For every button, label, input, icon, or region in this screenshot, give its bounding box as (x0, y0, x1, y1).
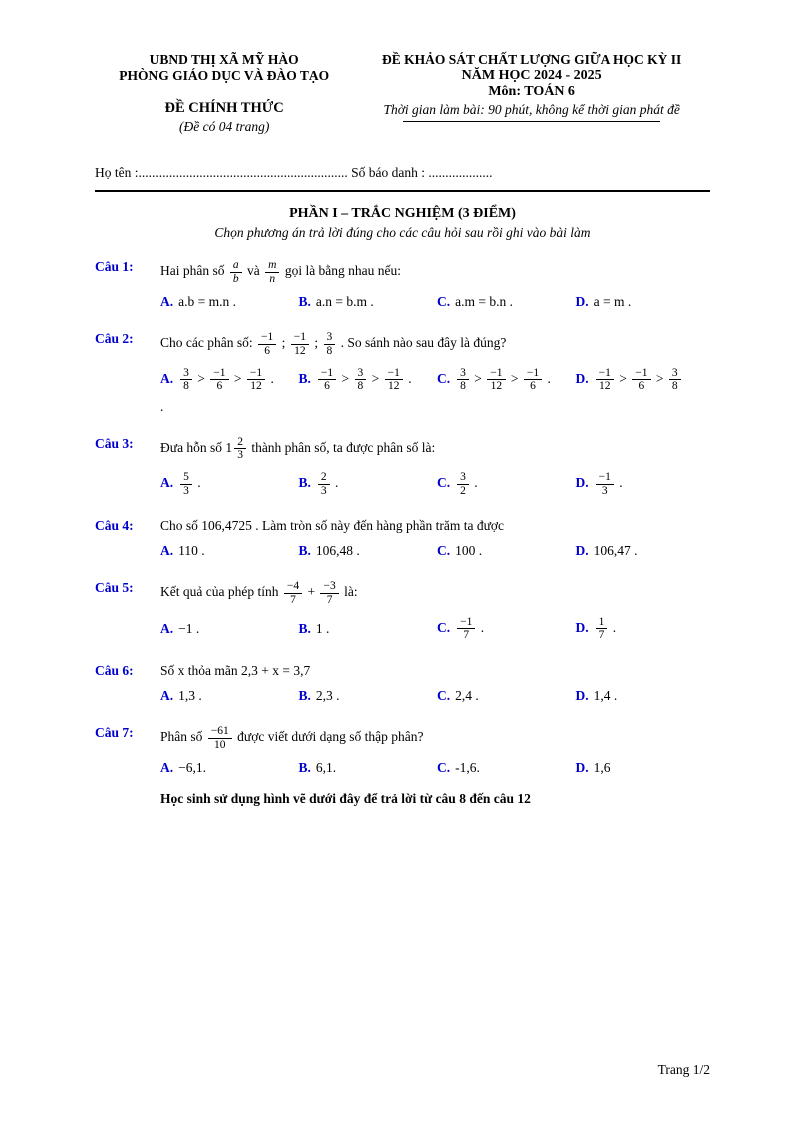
question-label: Câu 2: (95, 331, 134, 347)
org-line-1: UBND THỊ XÃ MỸ HÀO (149, 52, 299, 67)
options-row (160, 471, 710, 497)
fraction (180, 471, 192, 497)
exam-title: ĐỀ KHẢO SÁT CHẤT LƯỢNG GIỮA HỌC KỲ II (381, 52, 682, 67)
option-letter: A. (160, 687, 174, 703)
question-stem: Cho các phân số: $\frac{-1}{6}$ ; $\frac{-1}{12}$ ; $\frac{3}{8}$ . So sánh nào sau đây là đúng? (160, 331, 507, 357)
option-A (160, 367, 295, 393)
fraction-denominator: 3 (320, 484, 327, 497)
fraction-numerator: −1 (247, 367, 265, 381)
option-letter: D. (575, 370, 589, 386)
option-letter: B. (298, 370, 311, 386)
header-right-block (353, 52, 710, 135)
option-text: 110 . (178, 543, 205, 559)
fraction-numerator: 2 (318, 471, 330, 485)
fraction (669, 367, 681, 393)
option-D (576, 471, 711, 497)
page-header (95, 52, 710, 135)
fraction (632, 367, 650, 393)
fraction (324, 331, 336, 357)
question-stem: Kết quả của phép tính $\frac{-4}{7}$ + $\frac{-3}{7}$ là: (160, 580, 358, 607)
option-text: 1,4 . (593, 687, 618, 703)
fraction-numerator: a (230, 259, 242, 273)
page-number: Trang 1/2 (657, 1062, 710, 1077)
question-stem: Cho số 106,4725 . Làm tròn số này đến hàng phần trăm ta được (160, 518, 505, 534)
question-extra: . (160, 398, 164, 414)
option-D (576, 294, 711, 310)
option-B (299, 543, 434, 559)
fraction-numerator: −1 (487, 367, 505, 381)
question-6 (95, 663, 710, 704)
question-row (95, 580, 710, 606)
fraction-numerator: 3 (457, 471, 469, 485)
option-letter: C. (437, 687, 451, 703)
fraction-denominator: 12 (388, 380, 400, 393)
options-row (160, 760, 710, 776)
question-row (95, 518, 710, 534)
fraction (210, 367, 228, 393)
fraction-denominator: 6 (324, 380, 330, 393)
question-stem: Phân số $\frac{-61}{10}$ được viết dưới dạng số thập phân? (160, 724, 424, 751)
options-row (160, 688, 710, 704)
option-text: $\frac{-1}{6}$ > $\frac{3}{8}$ > $\frac{-1}{12}$ . (316, 371, 412, 386)
option-C (437, 367, 572, 393)
fraction (524, 367, 542, 393)
option-C (437, 760, 572, 776)
question-stem: Hai phân số $\frac{a}{b}$ và $\frac{m}{n}$ gọi là bằng nhau nếu: (160, 259, 402, 285)
option-letter: C. (437, 760, 451, 776)
fraction-denominator: 7 (598, 629, 605, 642)
option-D (576, 688, 711, 704)
option-C (437, 616, 572, 642)
fraction (320, 580, 338, 606)
fraction-numerator: 3 (324, 331, 336, 345)
fraction-numerator: 3 (355, 367, 367, 381)
question-label: Câu 6: (95, 662, 134, 678)
org-line-2: PHÒNG GIÁO DỤC VÀ ĐÀO TẠO (119, 68, 330, 83)
question-row (95, 331, 710, 357)
option-letter: B. (298, 543, 311, 559)
fraction (291, 331, 309, 357)
question-label: Câu 3: (95, 435, 134, 451)
options-row (160, 294, 710, 310)
fraction-denominator: 7 (463, 629, 470, 642)
option-letter: A. (160, 543, 174, 559)
option-text: a.n = b.m . (315, 294, 374, 310)
option-letter: D. (575, 543, 589, 559)
option-text: 1 . (315, 620, 330, 636)
fraction (318, 367, 336, 393)
fraction-denominator: 8 (460, 380, 466, 393)
option-text: 1,6 (593, 760, 611, 776)
option-letter: C. (437, 475, 451, 491)
fraction (355, 367, 367, 393)
option-A (160, 543, 295, 559)
fraction-numerator: −1 (457, 616, 475, 630)
fraction-denominator: 8 (326, 344, 333, 357)
option-letter: B. (298, 760, 311, 776)
fraction-numerator: −1 (258, 331, 276, 345)
question-2 (95, 331, 710, 415)
question-3 (95, 436, 710, 498)
fraction (208, 725, 232, 751)
fraction-numerator: −1 (596, 471, 614, 485)
option-letter: D. (575, 619, 589, 635)
question-5 (95, 580, 710, 642)
option-letter: D. (575, 294, 589, 310)
option-A (160, 294, 295, 310)
option-text: 2,3 . (315, 687, 340, 703)
fraction (234, 436, 246, 462)
fraction (457, 616, 475, 642)
fraction-denominator: 12 (250, 380, 262, 393)
fraction (265, 259, 279, 285)
fraction (457, 367, 469, 393)
option-letter: B. (298, 294, 311, 310)
option-text: 106,48 . (315, 543, 360, 559)
fraction-denominator: 8 (357, 380, 364, 393)
option-text: $\frac{2}{3}$ . (316, 475, 339, 490)
fraction-denominator: 3 (183, 484, 189, 497)
option-A (160, 471, 295, 497)
option-text: $\frac{-1}{3}$ . (594, 475, 623, 490)
fraction-denominator: 2 (460, 484, 466, 497)
option-C (437, 688, 572, 704)
question-label: Câu 1: (95, 259, 134, 274)
option-letter: C. (437, 370, 451, 386)
question-row (95, 663, 710, 679)
fraction-numerator: −1 (385, 367, 403, 381)
option-B (299, 688, 434, 704)
option-text: 2,4 . (455, 687, 479, 703)
question-stem: Đưa hỗn số 1 $\frac{2}{3}$ thành phân số, ta được phân số là: (160, 435, 436, 462)
question-1 (95, 259, 710, 310)
option-B (299, 760, 434, 776)
fraction-denominator: b (232, 272, 239, 285)
option-letter: A. (160, 620, 174, 636)
option-A (160, 688, 295, 704)
section-subtitle: Chọn phương án trả lời đúng cho các câu hỏi sau rồi ghi vào bài làm (214, 225, 591, 240)
question-row (95, 436, 710, 462)
option-letter: A. (160, 370, 174, 386)
option-letter: B. (298, 475, 311, 491)
option-text: $\frac{-1}{7}$ . (455, 620, 484, 635)
option-letter: C. (437, 543, 451, 559)
option-A (160, 760, 295, 776)
option-letter: C. (437, 619, 451, 635)
fraction-numerator: 3 (669, 367, 681, 381)
fraction-numerator: 5 (180, 471, 192, 485)
figure-instruction-note: Học sinh sử dụng hình vẽ dưới đây để trả lời từ câu 8 đến câu 12 (160, 791, 531, 807)
option-letter: D. (575, 475, 589, 491)
duration-line: Thời gian làm bài: 90 phút, không kể thời gian phát đề (383, 102, 680, 117)
fraction-numerator: −4 (284, 580, 302, 594)
option-text: $\frac{-1}{12}$ > $\frac{-1}{6}$ > $\frac{3}{8}$ (594, 371, 683, 386)
fraction-numerator: −61 (208, 725, 232, 739)
fraction (247, 367, 265, 393)
options-row (160, 367, 710, 393)
option-B (299, 471, 434, 497)
fraction (258, 331, 276, 357)
question-label: Câu 5: (95, 580, 134, 596)
question-4 (95, 518, 710, 559)
fraction-numerator: −3 (320, 580, 338, 594)
fraction-denominator: 12 (490, 380, 503, 393)
option-letter: D. (575, 687, 589, 703)
question-row (95, 259, 710, 285)
fraction-numerator: 3 (457, 367, 469, 381)
option-text: 1,3 . (178, 687, 202, 703)
options-row (160, 543, 710, 559)
option-C (437, 543, 572, 559)
fraction-denominator: 7 (290, 594, 296, 607)
option-D (576, 616, 711, 642)
option-text: a.b = m.n . (178, 294, 236, 310)
fraction-numerator: −1 (632, 367, 650, 381)
question-row (95, 725, 710, 751)
fraction-numerator: 3 (180, 367, 192, 381)
page-count-note: (Đề có 04 trang) (178, 119, 270, 134)
option-text: -1,6. (455, 760, 480, 776)
fraction-denominator: 7 (326, 594, 333, 607)
fraction (230, 259, 242, 285)
fraction-denominator: 6 (264, 344, 270, 357)
question-7 (95, 725, 710, 776)
fraction-denominator: 8 (671, 380, 678, 393)
option-text: a.m = b.n . (455, 294, 513, 310)
student-info-line: Họ tên :.............................................................. Số báo danh : ................... (95, 165, 710, 192)
subject-line: Môn: TOÁN 6 (488, 84, 575, 99)
option-D (576, 543, 711, 559)
fraction (596, 367, 614, 393)
question-stem: Số x thỏa mãn 2,3 + x = 3,7 (160, 662, 311, 678)
fraction-denominator: 10 (214, 738, 226, 751)
school-year: NĂM HỌC 2024 - 2025 (461, 68, 602, 83)
fraction-denominator: 6 (216, 380, 223, 393)
option-B (299, 367, 434, 393)
question-label: Câu 7: (95, 724, 134, 740)
option-C (437, 471, 572, 497)
fraction (457, 471, 469, 497)
header-left-block (95, 52, 353, 135)
fraction (180, 367, 192, 393)
fraction-numerator: −1 (210, 367, 228, 381)
option-text: $\frac{3}{2}$ . (455, 475, 478, 490)
section-title: PHẦN I – TRẮC NGHIỆM (3 ĐIỂM) (289, 206, 516, 221)
fraction-numerator: −1 (291, 331, 309, 345)
option-text: $\frac{3}{8}$ > $\frac{-1}{12}$ > $\frac{-1}{6}$ . (455, 371, 551, 386)
option-B (299, 294, 434, 310)
fraction-denominator: 6 (638, 380, 645, 393)
official-exam-label: ĐỀ CHÍNH THỨC (164, 100, 284, 116)
option-text: −1 . (178, 620, 200, 636)
option-text: 106,47 . (593, 543, 638, 559)
fraction (284, 580, 302, 606)
option-C (437, 294, 572, 310)
fraction-numerator: −1 (524, 367, 542, 381)
fraction-denominator: n (269, 272, 276, 285)
option-text: 6,1. (315, 760, 337, 776)
question-label: Câu 4: (95, 518, 134, 534)
option-text: $\frac{3}{8}$ > $\frac{-1}{6}$ > $\frac{-1}{12}$ . (178, 371, 274, 386)
header-underline (403, 121, 660, 122)
fraction-denominator: 6 (530, 380, 536, 393)
option-text: −6,1. (178, 760, 206, 776)
questions-list (95, 259, 710, 776)
fraction-numerator: 2 (234, 436, 246, 450)
option-letter: A. (160, 760, 174, 776)
fraction-denominator: 3 (601, 484, 608, 497)
option-text: a = m . (593, 294, 632, 310)
option-text: $\frac{5}{3}$ . (178, 475, 201, 490)
fraction (318, 471, 330, 497)
option-D (576, 760, 711, 776)
options-row (160, 616, 710, 642)
option-letter: A. (160, 294, 174, 310)
option-letter: A. (160, 475, 174, 491)
option-text: $\frac{1}{7}$ . (594, 620, 617, 635)
option-letter: C. (437, 294, 451, 310)
fraction-numerator: −1 (318, 367, 336, 381)
fraction-denominator: 3 (237, 449, 243, 462)
option-A (160, 621, 295, 637)
fraction (385, 367, 403, 393)
fraction (596, 616, 608, 642)
fraction-numerator: −1 (596, 367, 614, 381)
fraction-denominator: 12 (294, 344, 306, 357)
option-D (576, 367, 711, 393)
fraction-denominator: 12 (599, 380, 611, 393)
option-text: 100 . (455, 543, 483, 559)
fraction-numerator: 1 (596, 616, 608, 630)
fraction-denominator: 8 (183, 380, 189, 393)
fraction (487, 367, 505, 393)
option-letter: B. (298, 620, 311, 636)
fraction-numerator: m (265, 259, 279, 273)
option-B (299, 621, 434, 637)
option-letter: B. (298, 687, 311, 703)
fraction (596, 471, 614, 497)
option-letter: D. (575, 760, 589, 776)
